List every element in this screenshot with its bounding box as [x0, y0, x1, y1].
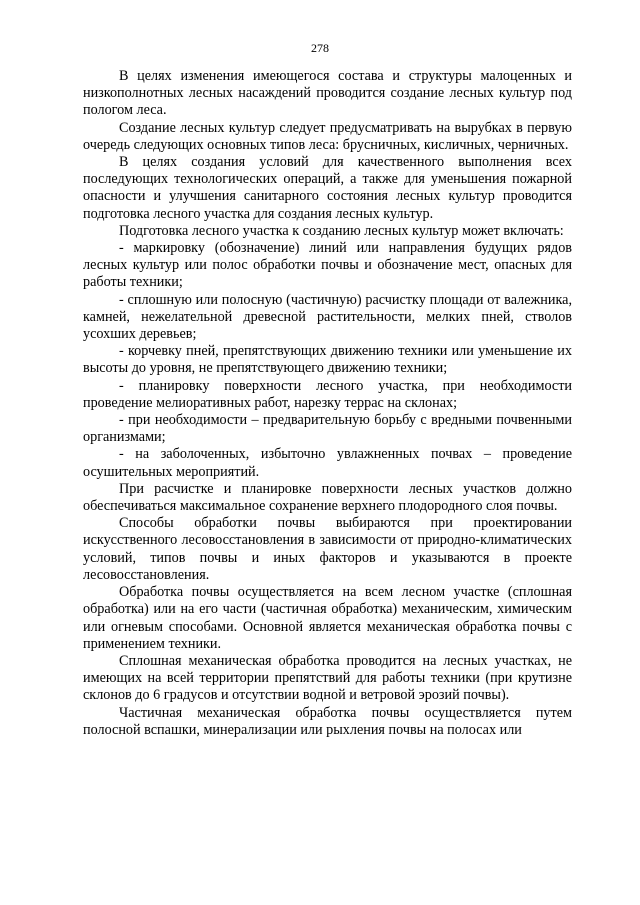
paragraph: Обработка почвы осуществляется на всем лесном участке (сплошная обработка) или на его части (частичная обработка) механическим, химическим или огневым способами. Основной является механическая обработка почвы с применением техники.	[83, 584, 572, 652]
paragraph: В целях создания условий для качественного выполнения всех последующих технологических операций, а также для уменьшения пожарной опасности и улучшения санитарного состояния лесных культур проводится подготовка лесного участка для создания лесных культур.	[83, 154, 572, 222]
paragraph: Создание лесных культур следует предусматривать на вырубках в первую очередь следующих основных типов леса: брусничных, кисличных, черничных.	[83, 119, 572, 153]
page-number: 278	[311, 41, 329, 55]
list-item: - корчевку пней, препятствующих движению техники или уменьшение их высоты до уровня, не препятствующего движению техники;	[83, 343, 572, 377]
body-text	[83, 68, 572, 739]
list-item: - планировку поверхности лесного участка, при необходимости проведение мелиоративных работ, нарезку террас на склонах;	[83, 377, 572, 411]
paragraph: При расчистке и планировке поверхности лесных участков должно обеспечиваться максимальное сохранение верхнего плодородного слоя почвы.	[83, 480, 572, 515]
list-item: - на заболоченных, избыточно увлажненных почвах – проведение осушительных мероприятий.	[83, 446, 572, 480]
paragraph: Способы обработки почвы выбираются при проектировании искусственного лесовосстановления в зависимости от природно-климатических условий, типов почвы и иных факторов и указываются в проекте лесовосстановления.	[83, 515, 572, 583]
list-item: - маркировку (обозначение) линий или направления будущих рядов лесных культур или полос обработки почвы и обозначение мест, опасных для работы техники;	[83, 240, 572, 291]
paragraph: В целях изменения имеющегося состава и структуры малоценных и низкополнотных лесных насаждений проводится создание лесных культур под пологом леса.	[83, 68, 572, 119]
paragraph: Сплошная механическая обработка проводится на лесных участках, не имеющих на всей территории препятствий для работы техники (при крутизне склонов до 6 градусов и отсутствии водной и ветровой эрозий почвы).	[83, 652, 572, 704]
paragraph: Частичная механическая обработка почвы осуществляется путем полосной вспашки, минерализации или рыхления почвы на полосах или	[83, 704, 572, 738]
list-item: - сплошную или полосную (частичную) расчистку площади от валежника, камней, нежелательной древесной растительности, мелких пней, стволов усохших деревьев;	[83, 291, 572, 343]
paragraph: Подготовка лесного участка к созданию лесных культур может включать:	[119, 222, 564, 239]
list-item: - при необходимости – предварительную борьбу с вредными почвенными организмами;	[83, 412, 572, 446]
